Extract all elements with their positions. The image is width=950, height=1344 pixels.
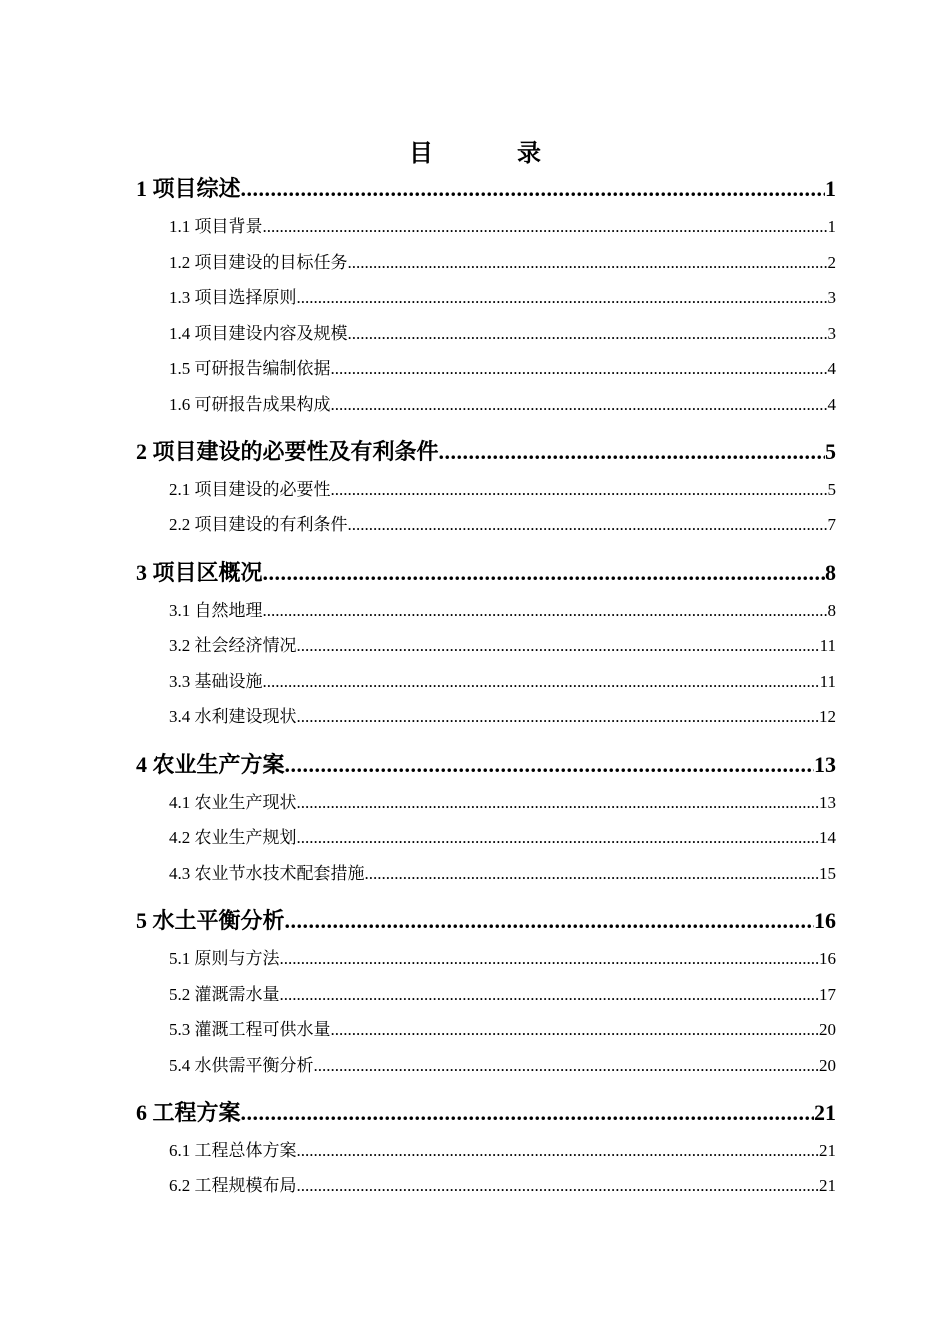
toc-dot-leader [263,672,820,692]
toc-entry-section[interactable] [136,980,836,1005]
toc-dot-leader [365,864,820,884]
toc-entry-label: 2 项目建设的必要性及有利条件 [136,439,439,464]
toc-entry-label: 3 项目区概况 [136,560,263,585]
toc-entry-page: 21 [819,1176,836,1195]
toc-entry-page: 8 [825,560,836,585]
toc-entry-section[interactable] [136,667,836,692]
toc-entry-label: 5.4 水供需平衡分析 [169,1056,314,1075]
toc-dot-leader [348,515,828,535]
toc-entry-label: 6.1 工程总体方案 [169,1141,297,1160]
toc-title: 目 录 [409,141,571,167]
toc-dot-leader [241,176,825,202]
toc-entry-label: 1.3 项目选择原则 [169,288,297,307]
toc-entry-section[interactable] [136,1171,836,1196]
toc-dot-leader [297,288,828,308]
toc-dot-leader [263,217,828,237]
toc-dot-leader [331,395,828,415]
toc-entry-page: 4 [827,359,836,378]
toc-entry-label: 6.2 工程规模布局 [169,1176,297,1195]
toc-entry-label: 1.4 项目建设内容及规模 [169,324,348,343]
toc-entry-page: 20 [819,1056,836,1075]
toc-entry-page: 11 [819,672,836,691]
toc-entry-page: 2 [827,253,836,272]
toc-entry-page: 1 [827,217,836,236]
toc-entry-section[interactable] [136,212,836,237]
toc-dot-leader [263,560,825,586]
toc-entry-section[interactable] [136,248,836,273]
toc-entry-section[interactable] [136,1136,836,1161]
toc-entry-section[interactable] [136,510,836,535]
toc-entry-label: 4 农业生产方案 [136,752,285,777]
toc-entry-page: 15 [819,864,836,883]
toc-dot-leader [297,1176,820,1196]
toc-entry-label: 3.4 水利建设现状 [169,707,297,726]
toc-entry-section[interactable] [136,1015,836,1040]
toc-entry-chapter[interactable] [136,1096,836,1127]
toc-entry-page: 21 [819,1141,836,1160]
toc-entry-page: 11 [819,636,836,655]
toc-dot-leader [314,1056,820,1076]
toc-entry-section[interactable] [136,631,836,656]
toc-entry-chapter[interactable] [136,904,836,935]
toc-dot-leader [285,908,814,934]
toc-entry-label: 5.3 灌溉工程可供水量 [169,1020,331,1039]
toc-entry-page: 3 [827,288,836,307]
toc-entry-label: 2.1 项目建设的必要性 [169,480,331,499]
toc-entry-section[interactable] [136,596,836,621]
toc-entry-section[interactable] [136,1051,836,1076]
toc-entry-page: 20 [819,1020,836,1039]
toc-dot-leader [348,324,828,344]
toc-dot-leader [331,1020,820,1040]
toc-dot-leader [297,1141,820,1161]
toc-entry-page: 13 [819,793,836,812]
toc-dot-leader [348,253,828,273]
toc-entry-section[interactable] [136,319,836,344]
toc-entry-label: 5.2 灌溉需水量 [169,985,280,1004]
toc-entry-section[interactable] [136,283,836,308]
toc-dot-leader [297,636,820,656]
toc-dot-leader [297,793,820,813]
toc-dot-leader [280,985,820,1005]
toc-dot-leader [241,1100,814,1126]
toc-entry-label: 1 项目综述 [136,176,241,201]
toc-entry-page: 5 [825,439,836,464]
toc-entry-page: 12 [819,707,836,726]
toc-entry-page: 16 [814,908,836,933]
toc-dot-leader [280,949,820,969]
toc-entry-page: 1 [825,176,836,201]
toc-entry-section[interactable] [136,788,836,813]
toc-dot-leader [331,359,828,379]
toc-entry-section[interactable] [136,702,836,727]
toc-entry-label: 4.3 农业节水技术配套措施 [169,864,365,883]
toc-entry-section[interactable] [136,823,836,848]
toc-entry-label: 2.2 项目建设的有利条件 [169,515,348,534]
toc-entry-label: 3.2 社会经济情况 [169,636,297,655]
toc-entry-section[interactable] [136,475,836,500]
toc-entry-label: 1.1 项目背景 [169,217,263,236]
toc-entry-label: 5 水土平衡分析 [136,908,285,933]
toc-entry-section[interactable] [136,354,836,379]
toc-entry-page: 8 [827,601,836,620]
toc-entry-label: 4.1 农业生产现状 [169,793,297,812]
toc-entry-page: 13 [814,752,836,777]
toc-entry-page: 17 [819,985,836,1004]
toc-entry-label: 5.1 原则与方法 [169,949,280,968]
toc-entry-page: 7 [827,515,836,534]
toc-entry-label: 3.1 自然地理 [169,601,263,620]
toc-dot-leader [331,480,828,500]
toc-entry-page: 4 [827,395,836,414]
toc-entry-label: 4.2 农业生产规划 [169,828,297,847]
toc-entry-page: 14 [819,828,836,847]
toc-entry-section[interactable] [136,944,836,969]
toc-entry-chapter[interactable] [136,172,836,203]
toc-entry-section[interactable] [136,859,836,884]
toc-entry-label: 3.3 基础设施 [169,672,263,691]
toc-entry-label: 1.2 项目建设的目标任务 [169,253,348,272]
toc-entry-label: 6 工程方案 [136,1100,241,1125]
toc-dot-leader [297,828,820,848]
toc-dot-leader [263,601,828,621]
toc-entry-page: 16 [819,949,836,968]
toc-entry-page: 3 [827,324,836,343]
toc-entry-page: 5 [827,480,836,499]
toc-dot-leader [297,707,820,727]
toc-dot-leader [439,439,825,465]
toc-entry-label: 1.6 可研报告成果构成 [169,395,331,414]
toc-entry-chapter[interactable] [136,435,836,466]
toc-entry-chapter[interactable] [136,556,836,587]
toc-entry-section[interactable] [136,390,836,415]
toc-entry-chapter[interactable] [136,748,836,779]
toc-dot-leader [285,752,814,778]
toc-entry-label: 1.5 可研报告编制依据 [169,359,331,378]
toc-entry-page: 21 [814,1100,836,1125]
